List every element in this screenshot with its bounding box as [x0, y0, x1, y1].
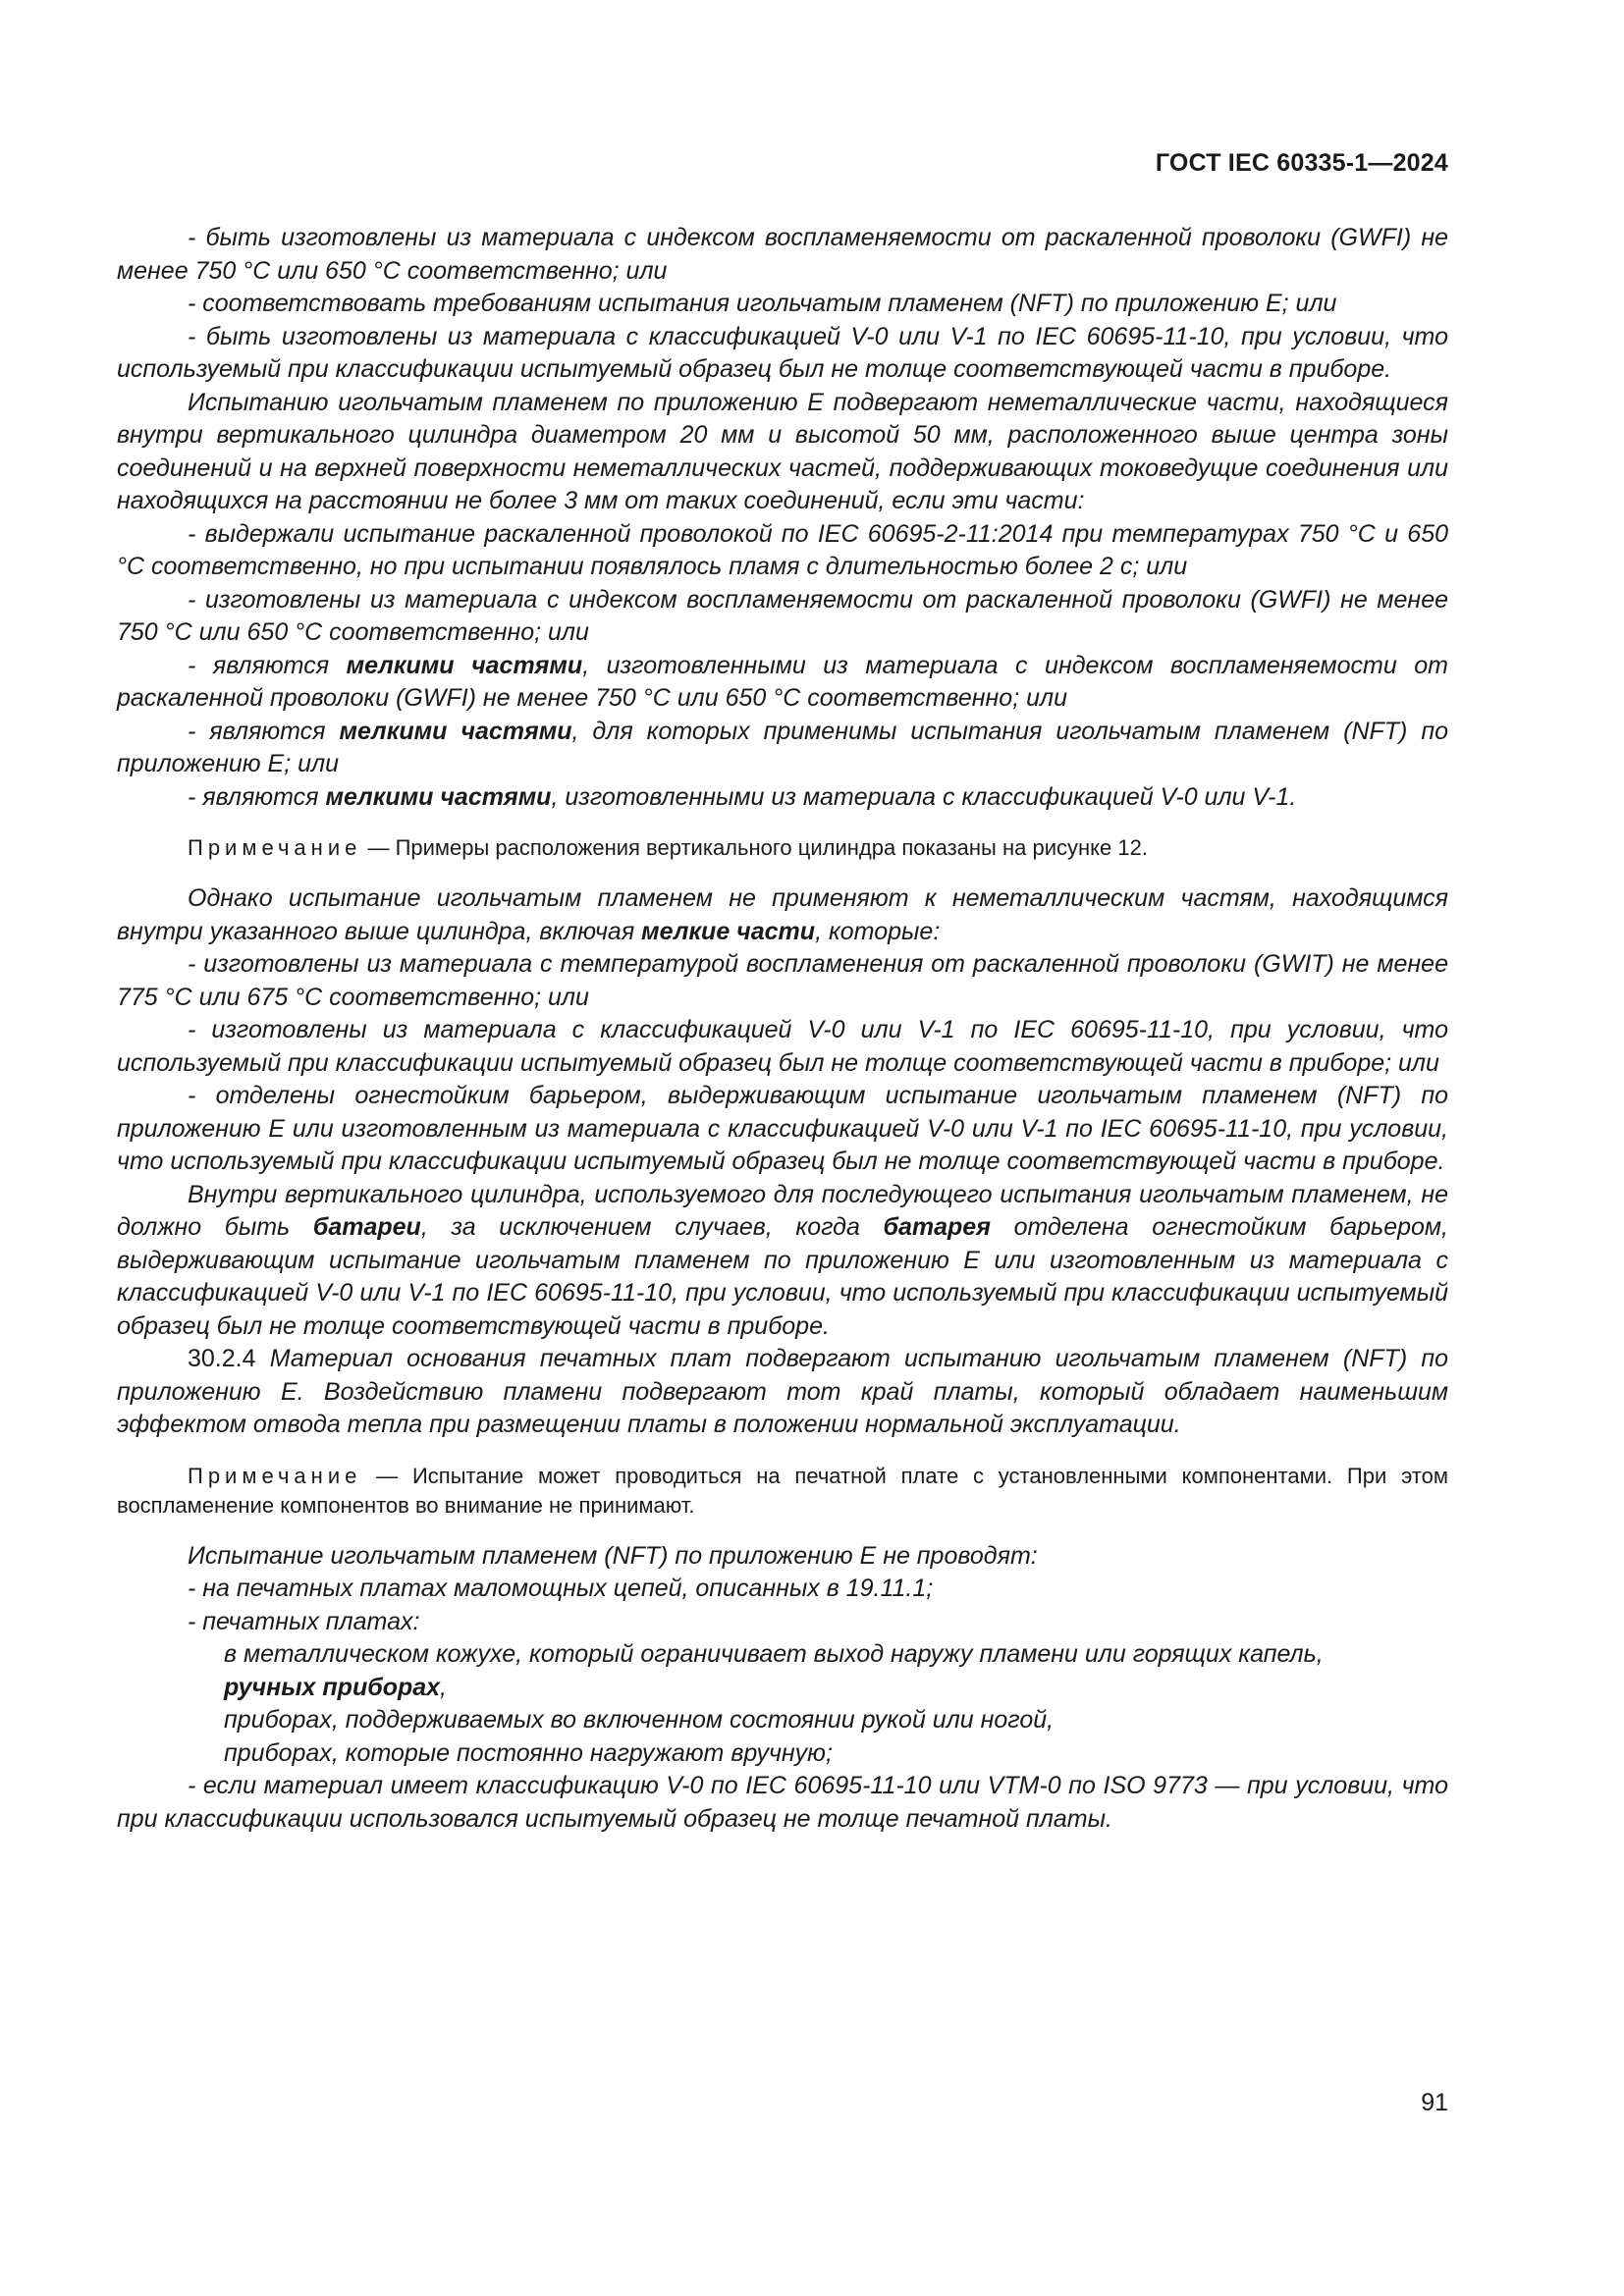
text-run: - являются [188, 782, 326, 811]
text-run: отделена огнестойким барьером, выдерживающим испытание игольчатым пламенем по приложению Е или изготовленным из материала с классификацией V-0 или V-1 по IEC 60695-11-10, при условии, что используемый при классификации испытуемый образец был не толще соответствующей части в приборе. [117, 1213, 1448, 1340]
text-run: Материал основания печатных плат подвергают испытанию игольчатым пламенем (NFT) по приложению Е. Воздействию пламени подвергают тот край платы, который обладает наименьшим эффектом отвода тепла при размещении платы в положении нормальной эксплуатации. [117, 1345, 1448, 1438]
list-item: - быть изготовлены из материала с индексом воспламеняемости от раскаленной проволоки (GWFI) не менее 750 °С или 650 °С соответственно; или [117, 224, 1448, 285]
list-item: - печатных платах: [188, 1607, 420, 1635]
document-header: ГОСТ IEC 60335-1—2024 [1155, 149, 1448, 177]
note-label: Примечание [188, 835, 362, 860]
list-item [117, 650, 1448, 716]
note-text: — Примеры расположения вертикального цилиндра показаны на рисунке 12. [361, 835, 1148, 860]
text-run: , за исключением случаев, когда [420, 1213, 884, 1241]
text-run: , изготовленными из материала с индексом воспламеняемости от раскаленной проволоки (GWFI) не менее 750 °С или 650 °С соответственно; или [117, 651, 1448, 712]
defined-term: батареи [312, 1213, 421, 1241]
text-run: Внутри вертикального цилиндра, используемого для последующего испытания игольчатым пламенем, не должно быть [117, 1180, 1448, 1241]
text-run: , которые: [815, 917, 941, 945]
text-run: , изготовленными из материала с классификацией V-0 или V-1. [551, 782, 1297, 811]
clause-number: 30.2.4 [188, 1345, 256, 1372]
defined-term: мелкими частями [325, 782, 552, 811]
sub-list-item: приборах, которые постоянно нагружают вручную; [224, 1738, 833, 1767]
sub-list-item: приборах, поддерживаемых во включенном состоянии рукой или ногой, [224, 1706, 1055, 1734]
list-item [117, 716, 1448, 781]
list-item: - выдержали испытание раскаленной проволокой по IEC 60695-2-11:2014 при температурах 750 °С и 650 °С соответственно, но при испытании появлялось пламя с длительностью более 2 с; или [117, 519, 1448, 580]
list-item: - изготовлены из материала с классификацией V-0 или V-1 по IEC 60695-11-10, при условии, что используемый при классификации испытуемый образец был не толще соответствующей части в приборе; или [117, 1016, 1448, 1077]
paragraph: Испытанию игольчатым пламенем по приложению Е подвергают неметаллические части, находящиеся внутри вертикального цилиндра диаметром 20 мм и высотой 50 мм, расположенного выше центра зоны соединений и на верхней поверхности неметаллических частей, поддерживающих токоведущие соединения или находящихся на расстоянии не более 3 мм от таких соединений, если эти части: [117, 388, 1448, 514]
defined-term: мелкие части [641, 917, 816, 945]
defined-term: батарея [883, 1213, 991, 1241]
defined-term: ручных приборах [224, 1673, 441, 1701]
note [117, 833, 1448, 863]
sub-list-item [117, 1672, 1448, 1705]
paragraph [117, 882, 1448, 948]
list-item: - на печатных платах маломощных цепей, описанных в 19.11.1; [188, 1575, 934, 1602]
defined-term: мелкими частями [346, 651, 583, 679]
text-run: Однако испытание игольчатым пламенем не применяют к неметаллическим частям, находящимся внутри указанного выше цилиндра, включая [117, 884, 1448, 945]
text-run: , для которых применимы испытания игольчатым пламенем (NFT) по приложению Е; или [117, 717, 1448, 777]
text-run: - являются [188, 717, 340, 745]
note-label: Примечание [188, 1463, 362, 1488]
list-item: - быть изготовлены из материала с классификацией V-0 или V-1 по IEC 60695-11-10, при условии, что используемый при классификации испытуемый образец был не толще соответствующей части в приборе. [117, 322, 1448, 383]
list-item: - если материал имеет классификацию V-0 по IEC 60695-11-10 или VTM-0 по ISO 9773 — при условии, что при классификации использовался испытуемый образец не толще печатной платы. [117, 1772, 1448, 1833]
list-item: - отделены огнестойким барьером, выдерживающим испытание игольчатым пламенем (NFT) по приложению Е или изготовленным из материала с классификацией V-0 или V-1 по IEC 60695-11-10, при условии, что используемый при классификации испытуемый образец был не толще соответствующей части в приборе. [117, 1082, 1448, 1175]
list-item [117, 781, 1448, 815]
defined-term: мелкими частями [339, 717, 572, 745]
list-item: - изготовлены из материала с температурой воспламенения от раскаленной проволоки (GWIT) не менее 775 °С или 675 °С соответственно; или [117, 950, 1448, 1011]
page-body [117, 222, 1448, 1836]
text-run: , [440, 1673, 447, 1701]
paragraph: Испытание игольчатым пламенем (NFT) по приложению Е не проводят: [188, 1541, 1038, 1570]
page-number: 91 [1421, 2089, 1448, 2116]
list-item: - изготовлены из материала с индексом воспламеняемости от раскаленной проволоки (GWFI) не менее 750 °С или 650 °С соответственно; или [117, 585, 1448, 646]
paragraph [117, 1179, 1448, 1344]
note-text: — Испытание может проводиться на печатной плате с установленными компонентами. При этом воспламенение компонентов во внимание не принимают. [117, 1463, 1448, 1518]
list-item: - соответствовать требованиям испытания игольчатым пламенем (NFT) по приложению Е; или [188, 290, 1337, 317]
note [117, 1462, 1448, 1521]
sub-list-item: в металлическом кожухе, который ограничивает выход наружу пламени или горящих капель, [224, 1640, 1324, 1668]
text-run: - являются [188, 651, 347, 679]
clause-paragraph [117, 1343, 1448, 1442]
